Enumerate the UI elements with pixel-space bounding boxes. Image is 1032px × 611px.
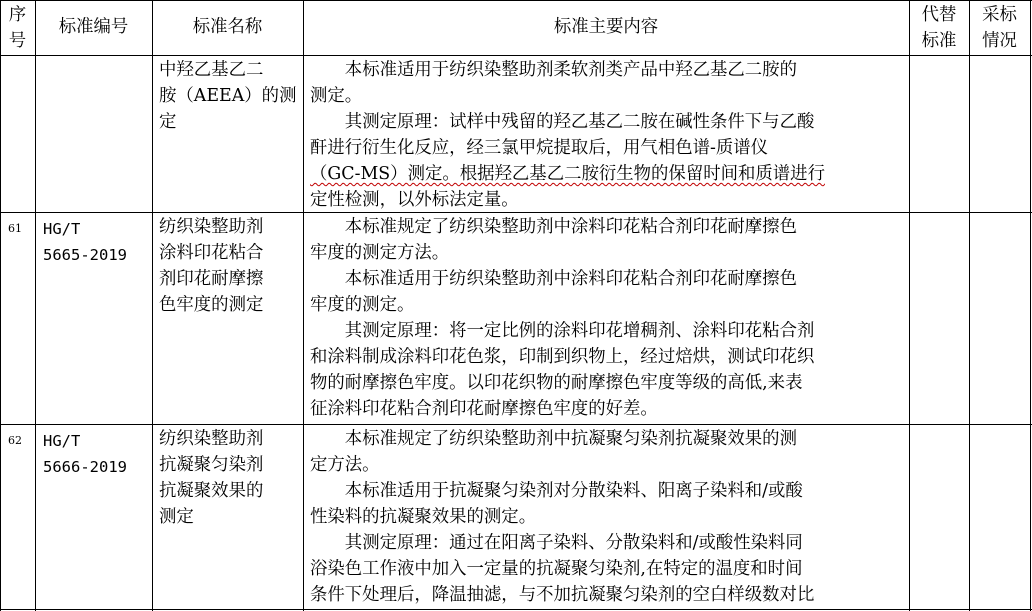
std-name-line: 测定: [159, 507, 194, 527]
row-border: [0, 0, 1032, 1]
std-no-line: HG/T: [43, 432, 81, 450]
header-content: 标准主要内容: [553, 17, 659, 37]
header-adopt-line: 情况: [982, 31, 1017, 51]
row-61-seq: 61: [8, 222, 22, 235]
std-name-line: 纺织染整助剂: [159, 217, 264, 237]
content-line: 酐进行衍生化反应，经三氯甲烷提取后，用气相色谱-质谱仪: [310, 138, 769, 158]
col-border: [0, 0, 1, 611]
header-seq: [0, 2, 35, 54]
std-no-line: 5665-2019: [43, 246, 127, 264]
content-paragraph: [310, 318, 906, 422]
content-paragraph: [310, 426, 906, 478]
content-line: 其测定原理：试样中残留的羟乙基乙二胺在碱性条件下与乙酸: [344, 112, 815, 132]
row-62-seq: 62: [8, 434, 22, 447]
row-62-std-no: [43, 428, 149, 480]
content-line: 本标准适用于抗凝聚匀染剂对分散染料、阳离子染料和/或酸: [344, 481, 803, 501]
content-line: 其测定原理：通过在阳离子染料、分散染料和/或酸性染料同: [344, 533, 803, 553]
content-line: 定方法。: [310, 455, 380, 475]
content-paragraph: [310, 214, 906, 266]
content-line: 性染料的抗凝聚效果的测定。: [310, 507, 537, 527]
content-line: 和涂料制成涂料印花色浆，印制到织物上，经过焙烘，测试印花织: [310, 347, 815, 367]
content-paragraph: [310, 266, 906, 318]
content-line: 定性检测，以外标法定量。: [310, 190, 519, 210]
std-name-line: 中羟乙基乙二: [159, 60, 264, 80]
content-line: 本标准适用于纺织染整助剂中涂料印花粘合剂印花耐摩擦色: [344, 269, 797, 289]
std-name-line: 抗凝聚效果的: [159, 481, 264, 501]
row-1-std-name: [159, 57, 301, 135]
std-no-line: 5666-2019: [43, 458, 127, 476]
std-name-line: 胺（AEEA）的测: [159, 86, 297, 106]
row-1-content: [310, 57, 906, 213]
std-no-line: HG/T: [43, 220, 81, 238]
content-paragraph: [310, 109, 906, 213]
header-replace: [909, 2, 969, 54]
content-line: 本标准规定了纺织染整助剂中抗凝聚匀染剂抗凝聚效果的测: [344, 429, 797, 449]
row-62-content: [310, 426, 906, 608]
col-border: [303, 0, 304, 611]
col-border: [969, 0, 970, 611]
row-border: [0, 609, 1032, 610]
row-61-std-no: [43, 216, 149, 268]
content-line: 本标准适用于纺织染整助剂柔软剂类产品中羟乙基乙二胺的: [344, 60, 797, 80]
header-seq-line: 序: [8, 5, 27, 25]
header-replace-line: 标准: [921, 31, 957, 51]
std-name-line: 色牢度的测定: [159, 295, 264, 315]
content-line: 物的耐摩擦色牢度。以印花织物的耐摩擦色牢度等级的高低,来表: [310, 373, 803, 393]
row-border: [0, 424, 1032, 425]
std-name-line: 涂料印花粘合: [159, 243, 264, 263]
content-line: 条件下处理后，降温抽滤，与不加抗凝聚匀染剂的空白样级数对比: [310, 585, 815, 605]
std-name-line: 剂印花耐摩擦: [159, 269, 264, 289]
row-border: [0, 55, 1032, 56]
content-line: （GC-MS）测定。根据羟乙基乙二胺衍生物的保留时间和质谱进行: [310, 164, 825, 184]
content-paragraph: [310, 57, 906, 109]
content-line: 本标准规定了纺织染整助剂中涂料印花粘合剂印花耐摩擦色: [344, 217, 797, 237]
std-name-line: 定: [159, 112, 177, 132]
col-border: [1030, 0, 1031, 611]
row-61-content: [310, 214, 906, 422]
header-std-name: 标准名称: [192, 17, 263, 37]
content-line: 测定。: [310, 86, 363, 106]
content-line: 其测定原理：将一定比例的涂料印花增稠剂、涂料印花粘合剂: [344, 321, 815, 341]
header-adopt-line: 采标: [982, 5, 1017, 25]
row-61-std-name: [159, 214, 301, 318]
header-seq-line: 号: [8, 31, 27, 51]
content-line: 牢度的测定。: [310, 295, 415, 315]
std-name-line: 抗凝聚匀染剂: [159, 455, 264, 475]
content-line: 征涂料印花粘合剂印花耐摩擦色牢度的好差。: [310, 399, 658, 419]
col-border: [35, 0, 36, 611]
content-line: 浴染色工作液中加入一定量的抗凝聚匀染剂,在特定的温度和时间: [310, 559, 803, 579]
content-paragraph: [310, 478, 906, 530]
content-paragraph: [310, 530, 906, 608]
header-replace-line: 代替: [921, 5, 957, 25]
row-62-std-name: [159, 426, 301, 530]
content-line: 牢度的测定方法。: [310, 243, 450, 263]
header-std-no: 标准编号: [58, 17, 129, 37]
col-border: [909, 0, 910, 611]
header-adopt: [969, 2, 1030, 54]
col-border: [152, 0, 153, 611]
std-name-line: 纺织染整助剂: [159, 429, 264, 449]
